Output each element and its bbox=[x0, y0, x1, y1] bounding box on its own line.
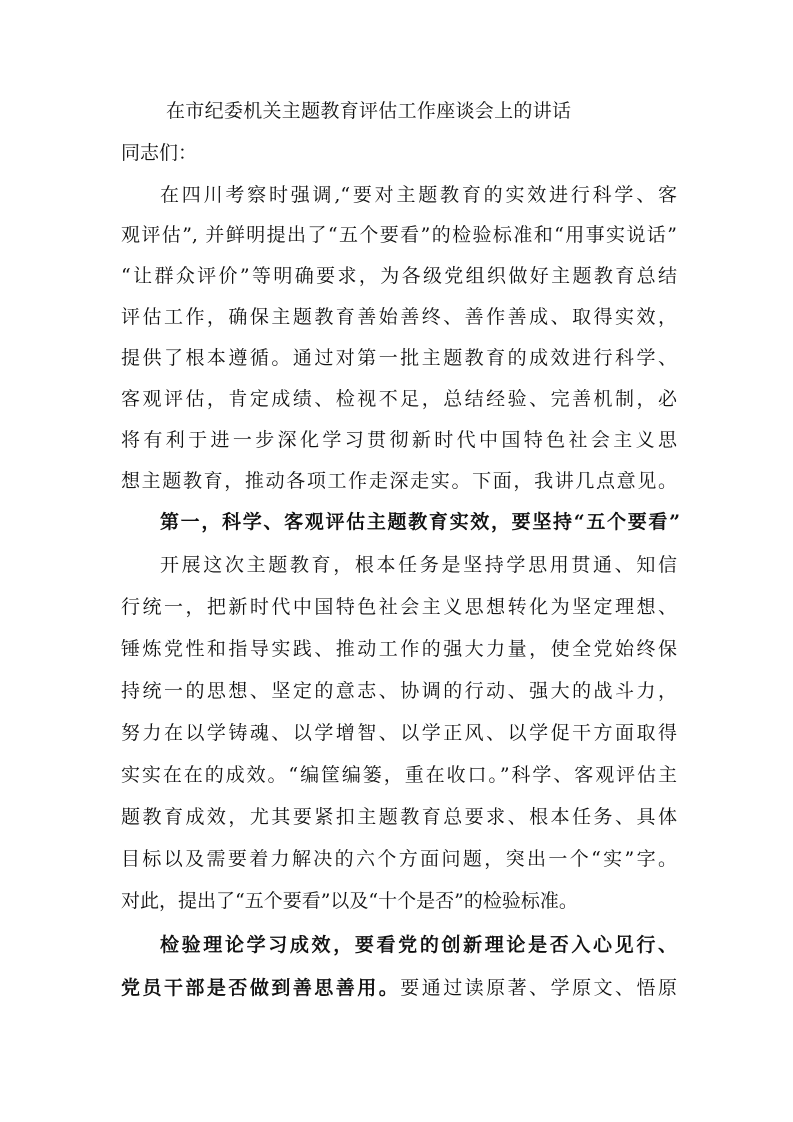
paragraph-1-line: 提供了根本遵循。通过对第一批主题教育的成效进行科学、 bbox=[121, 347, 677, 369]
section-heading-1: 第一，科学、客观评估主题教育实效，要坚持“五个要看” bbox=[160, 511, 680, 533]
salutation: 同志们： bbox=[121, 142, 198, 164]
paragraph-2-line: 目标以及需要着力解决的六个方面问题，突出一个“实”字。 bbox=[121, 848, 677, 870]
paragraph-1-line: 客观评估，肯定成绩、检视不足，总结经验、完善机制，必 bbox=[121, 388, 677, 410]
paragraph-1-line: 评估工作，确保主题教育善始善终、善作善成、取得实效， bbox=[121, 306, 677, 328]
paragraph-2-line: 开展这次主题教育，根本任务是坚持学思用贯通、知信 bbox=[160, 554, 677, 576]
paragraph-3-text-segment: 要通过读原著、学原文、悟原 bbox=[400, 977, 677, 999]
paragraph-3-bold-segment: 党员干部是否做到善思善用。 bbox=[121, 977, 401, 999]
paragraph-2-line: 实实在在的成效。“编筐编篓，重在收口。”科学、客观评估主 bbox=[121, 764, 677, 786]
document-title: 在市纪委机关主题教育评估工作座谈会上的讲话 bbox=[166, 100, 572, 122]
paragraph-2-line: 对此，提出了“五个要看”以及“十个是否”的检验标准。 bbox=[121, 890, 578, 912]
paragraph-3-line bbox=[121, 976, 677, 1000]
paragraph-2-line: 持统一的思想、坚定的意志、协调的行动、强大的战斗力， bbox=[121, 680, 677, 702]
paragraph-3-bold-line: 检验理论学习成效，要看党的创新理论是否入心见行、 bbox=[160, 934, 677, 956]
paragraph-1-line: “让群众评价”等明确要求，为各级党组织做好主题教育总结 bbox=[121, 265, 677, 287]
paragraph-1-line: 想主题教育，推动各项工作走深走实。下面，我讲几点意见。 bbox=[121, 470, 677, 492]
paragraph-2-line: 锤炼党性和指导实践、推动工作的强大力量，使全党始终保 bbox=[121, 638, 677, 660]
paragraph-2-line: 行统一，把新时代中国特色社会主义思想转化为坚定理想、 bbox=[121, 596, 677, 618]
paragraph-1-line: 观评估”, 并鲜明提出了“五个要看”的检验标准和“用事实说话” bbox=[121, 224, 677, 246]
paragraph-2-line: 题教育成效，尤其要紧扣主题教育总要求、根本任务、具体 bbox=[121, 806, 677, 828]
paragraph-1-line: 在四川考察时强调,“要对主题教育的实效进行科学、客 bbox=[160, 184, 677, 206]
paragraph-2-line: 努力在以学铸魂、以学增智、以学正风、以学促干方面取得 bbox=[121, 722, 677, 744]
paragraph-1-line: 将有利于进一步深化学习贯彻新时代中国特色社会主义思 bbox=[121, 429, 677, 451]
